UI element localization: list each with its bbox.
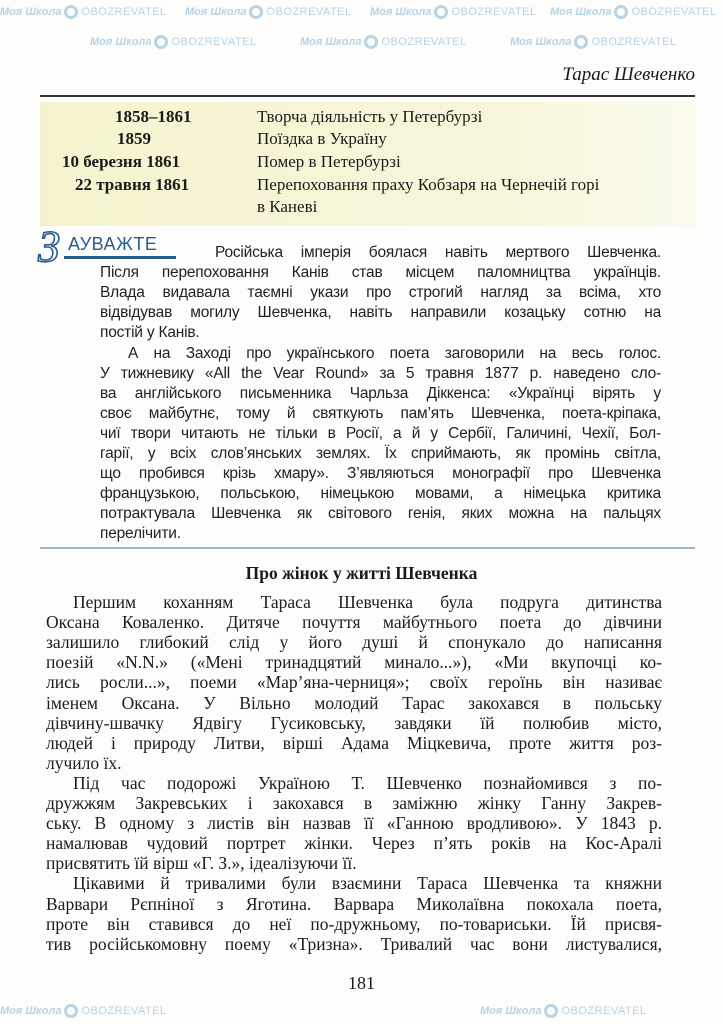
note-line: потрактувала Шевченка як світового генія, яких можна на пальцях — [100, 505, 661, 523]
chronology-date: 1858–1861 — [115, 107, 192, 126]
watermark-logo-icon — [64, 5, 78, 19]
chronology-event: Перепоховання праху Кобзаря на Чернечій горі — [257, 175, 600, 194]
watermark-logo-icon — [434, 5, 448, 19]
note-line: Після перепоховання Канів став місцем паломництва українців. — [100, 264, 661, 282]
paragraph-line: намалював чудовий портрет жінки. Через п’ять років на Кос-Аралі — [46, 833, 662, 854]
paragraph-line: дівчину-швачку Ядвігу Гусиковську, завдяки їй полюбив місто, — [46, 712, 662, 733]
paragraph-line: Варвари Рєпніної з Яготина. Варвара Миколаївна покохала поета, — [46, 893, 662, 914]
chronology-event: Творча діяльність у Петербурзі — [257, 107, 483, 126]
watermark-logo-icon — [364, 35, 378, 49]
watermark — [510, 34, 677, 50]
watermark-logo-icon — [249, 5, 263, 19]
running-title: Тарас Шевченко — [562, 64, 695, 85]
watermark-logo-icon — [154, 35, 168, 49]
chronology-event: Поїздка в Україну — [257, 129, 387, 148]
note-line: постій у Канів. — [100, 324, 200, 342]
watermark-text: Моя Школа — [480, 1005, 542, 1017]
paragraph-line: тив російськомовну поему «Тризна». Тривалий час вони листувалися, — [46, 933, 662, 954]
watermark-text: Моя Школа — [90, 36, 152, 48]
section-title: Про жінок у житті Шевченка — [245, 563, 478, 583]
watermark-logo-icon — [64, 1004, 78, 1018]
paragraph-line: ську. В одному з листів він назвав її «Ганною вродливою». У 1843 р. — [46, 813, 662, 834]
watermark-brand: OBOZREVATEL — [561, 1005, 647, 1017]
watermark-logo-icon — [614, 5, 628, 19]
watermark — [550, 4, 717, 20]
paragraph-line: залишило глибокий слід у його душі й спонукало до написання — [46, 632, 662, 653]
watermark — [90, 34, 257, 50]
note-line: У тижневику «All the Vear Round» за 5 травня 1877 р. наведено сло- — [100, 364, 661, 382]
paragraph-line: Цікавими й тривалими були взаємини Тараса Шевченка та княжни — [73, 873, 662, 894]
note-line: перелічити. — [100, 525, 181, 543]
watermark-logo-icon — [544, 1004, 558, 1018]
chronology-event-continued: в Каневі — [257, 197, 318, 216]
watermark-text: Моя Школа — [0, 6, 62, 18]
paragraph-line: людей і природу Литви, вірші Адама Міцкевича, проте життя роз- — [46, 732, 662, 753]
note-line: ва англійського письменника Чарльза Діккенса: «Українці вірять у — [100, 384, 661, 402]
paragraph-line: іменем Оксана. У Вільно молодий Тарас закохався в польську — [46, 692, 662, 713]
paragraph-line: Першим коханням Тараса Шевченка була подруга дитинства — [73, 592, 662, 612]
chronology-date: 10 березня 1861 — [62, 152, 181, 171]
chronology-date: 22 травня 1861 — [75, 175, 190, 194]
watermark-brand: OBOZREVATEL — [631, 6, 717, 18]
paragraph-line: Оксана Коваленко. Дитяче почуття майбутнього поета до дівчини — [46, 612, 662, 633]
watermark-brand: OBOZREVATEL — [451, 6, 537, 18]
watermark-text: Моя Школа — [300, 36, 362, 48]
chronology-event: Помер в Петербурзі — [257, 152, 401, 171]
paragraph-line: дружжям Закревських і закохався в заміжню жінку Ганну Закрев- — [46, 793, 662, 813]
watermark-text: Моя Школа — [370, 6, 432, 18]
watermark — [480, 1003, 647, 1019]
watermark-text: Моя Школа — [510, 36, 572, 48]
paragraph-line: поезій «N.N.» («Мені тринадцятий минало...»), «Ми вкупочці ко- — [46, 652, 662, 673]
note-badge-underline — [64, 256, 176, 259]
paragraph-line: лись росли...», поеми «Мар’яна-черниця»; своїх героїнь він називає — [46, 672, 662, 693]
section-divider — [40, 547, 695, 549]
watermark-brand: OBOZREVATEL — [591, 36, 677, 48]
note-badge-label: АУВАЖТЕ — [68, 234, 158, 254]
note-line: своє майбутнє, тому й святкують пам’ять Шевченка, поета-кріпака, — [100, 404, 661, 422]
note-line: французькою, польською, німецькою мовами, а німецька критика — [100, 485, 661, 503]
paragraph-line: проте він ставився до неї по-дружньому, по-товариськи. Їй присвя- — [46, 913, 662, 934]
watermark-text: Моя Школа — [550, 6, 612, 18]
watermark-brand: OBOZREVATEL — [171, 36, 257, 48]
chronology-date: 1859 — [117, 129, 151, 148]
watermark — [0, 1003, 167, 1019]
watermark-brand: OBOZREVATEL — [381, 36, 467, 48]
watermark-text: Моя Школа — [0, 1005, 62, 1017]
note-line: відвідував могилу Шевченка, навіть направили козацьку сотню на — [100, 304, 661, 322]
watermark — [300, 34, 467, 50]
note-line: Російська імперія боялася навіть мертвого Шевченка. — [215, 244, 661, 261]
note-line: А на Заході про українського поета заговорили на весь голос. — [128, 344, 661, 362]
watermark-text: Моя Школа — [185, 6, 247, 18]
watermark-brand: OBOZREVATEL — [266, 6, 352, 18]
watermark-logo-icon — [574, 35, 588, 49]
header-divider — [40, 95, 695, 97]
page-number: 181 — [348, 973, 375, 993]
watermark — [185, 4, 352, 20]
note-line: чиї твори читають не тільки в Росії, а й у Сербії, Галичині, Чехії, Бол- — [100, 424, 661, 442]
note-line: що пробився крізь хмару». З’являються монографії про Шевченка — [100, 465, 661, 483]
note-line: гарії, у всіх слов’янських землях. Їх сприймають, як промінь світла, — [100, 445, 661, 462]
paragraph-line: Під час подорожі Україною Т. Шевченко познайомився з по- — [73, 772, 662, 793]
watermark — [0, 4, 167, 20]
paragraph-line: лучило їх. — [46, 752, 122, 773]
note-badge-initial: З — [38, 222, 60, 271]
watermark-brand: OBOZREVATEL — [81, 6, 167, 18]
watermark — [370, 4, 537, 20]
note-line: Влада видавала таємні укази про строгий нагляд за всіма, хто — [100, 284, 661, 302]
paragraph-line: присвятить їй вірш «Г. З.», ідеалізуючи її. — [46, 853, 357, 874]
watermark-brand: OBOZREVATEL — [81, 1005, 167, 1017]
